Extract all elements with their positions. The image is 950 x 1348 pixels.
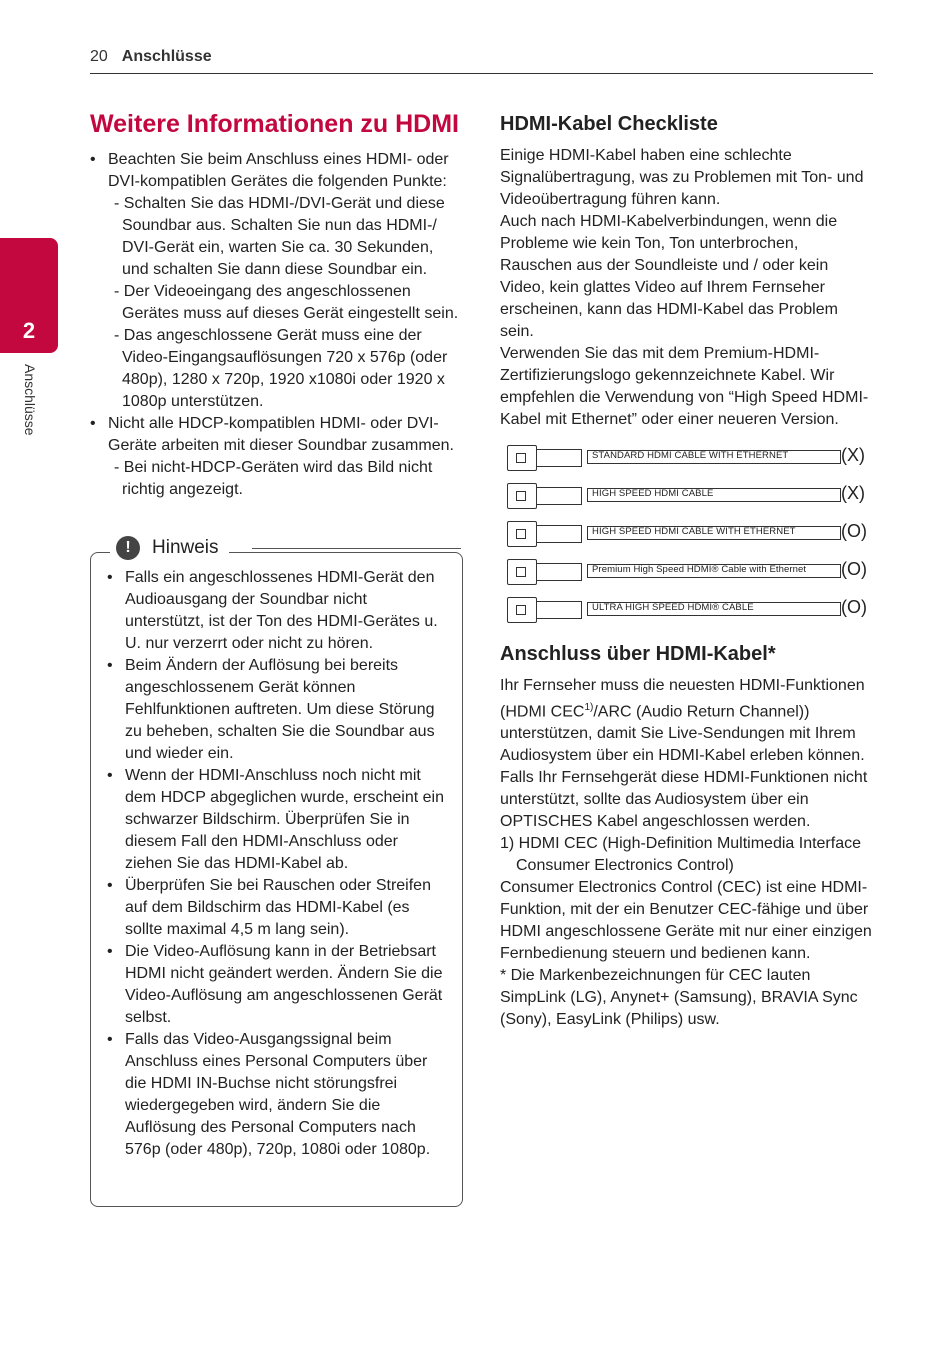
paragraph xyxy=(500,675,872,833)
cable-cord xyxy=(587,526,841,540)
cable-mark: (X) xyxy=(841,445,865,465)
cable-cord xyxy=(587,450,841,464)
paragraph-part: /ARC (Audio Return Channel)) unterstützen, damit Sie Live-Sendungen mit Ihrem Audiosystem über ein HDMI-Kabel erleben können. Falls Ihr Fernsehgerät diese HDMI-Funktionen nicht unterstützt, sollte das Audiosystem über ein OPTISCHES Kabel angeschlossen werden. xyxy=(500,703,868,831)
list-item: • Wenn der HDMI-Anschluss noch nicht mit dem HDCP abgeglichen wurde, erscheint ein schwarzer Bildschirm. Überprüfen Sie in diesem Fall den HDMI-Anschluss oder ziehen Sie das HDMI-Kabel ab. xyxy=(107,765,449,875)
list-item: • Die Video-Auflösung kann in der Betriebsart HDMI nicht geändert werden. Ändern Sie die Video-Auflösung am angeschlossenen Gerät selbst. xyxy=(107,941,449,1029)
cable-row xyxy=(507,482,877,520)
cable-cord xyxy=(587,488,841,502)
footnote-ref: 1) xyxy=(584,702,594,713)
cable-mark: (O) xyxy=(841,521,867,541)
cable-label: Premium High Speed HDMI® Cable with Ethernet xyxy=(592,564,807,575)
list-item: • Nicht alle HDCP-kompatiblen HDMI- oder DVI-Geräte arbeiten mit dieser Soundbar zusammen. xyxy=(90,413,462,457)
list-subitem: - Schalten Sie das HDMI-/DVI-Gerät und diese Soundbar aus. Schalten Sie nun das HDMI-/ DVI-Gerät ein, warten Sie ca. 30 Sekunden, und schalten Sie dann diese Soundbar ein. xyxy=(114,195,445,278)
paragraph: Einige HDMI-Kabel haben eine schlechte Signalübertragung, was zu Problemen mit Ton- und Videoübertragung führen kann. xyxy=(500,147,864,208)
hdmi-plug-icon xyxy=(507,521,583,547)
section-title: Weitere Informationen zu HDMI xyxy=(90,110,460,138)
list-item: • Überprüfen Sie bei Rauschen oder Streifen auf dem Bildschirm das HDMI-Kabel (es sollte maximal 4,5 m lang sein). xyxy=(107,875,449,941)
paragraph-part: Ihr Fernseher muss die neuesten HDMI-Funktionen (HDMI CEC xyxy=(500,677,865,721)
cable-row xyxy=(507,444,877,482)
cable-label: HIGH SPEED HDMI CABLE WITH ETHERNET xyxy=(592,526,796,537)
page-number: 20 xyxy=(90,48,108,65)
chapter-label: Anschlüsse xyxy=(22,364,38,436)
cable-mark: (O) xyxy=(841,597,867,617)
cable-label: HIGH SPEED HDMI CABLE xyxy=(592,488,714,499)
list-item: • Falls ein angeschlossenes HDMI-Gerät den Audioausgang der Soundbar nicht unterstützt, ist der Ton des HDMI-Gerätes u. U. nur verzerrt oder nicht zu hören. xyxy=(107,567,449,655)
connection-title: Anschluss über HDMI-Kabel* xyxy=(500,643,776,665)
exclamation-icon: ! xyxy=(116,536,140,560)
checklist-title: HDMI-Kabel Checkliste xyxy=(500,113,718,135)
cable-label: STANDARD HDMI CABLE WITH ETHERNET xyxy=(592,450,789,461)
list-subitem: - Bei nicht-HDCP-Geräten wird das Bild nicht richtig angezeigt. xyxy=(114,459,433,498)
left-column xyxy=(90,149,462,501)
cable-row xyxy=(507,596,877,634)
list-subitem: - Der Videoeingang des angeschlossenen Gerätes muss auf dieses Gerät eingestellt sein. xyxy=(114,283,459,322)
hdmi-plug-icon xyxy=(507,445,583,471)
list-item: • Beachten Sie beim Anschluss eines HDMI- oder DVI-kompatiblen Gerätes die folgenden Punkte: xyxy=(90,149,462,193)
paragraph: Verwenden Sie das mit dem Premium-HDMI-Zertifizierungslogo gekennzeichnete Kabel. Wir empfehlen die Verwendung von “High Speed HDMI-Kabel mit Ethernet” oder einer neueren Version. xyxy=(500,345,869,428)
hdmi-plug-icon xyxy=(507,559,583,585)
hdmi-plug-icon xyxy=(507,483,583,509)
chapter-number: 2 xyxy=(22,318,36,343)
cable-cord xyxy=(587,602,841,616)
hdmi-plug-icon xyxy=(507,597,583,623)
paragraph: Auch nach HDMI-Kabelverbindungen, wenn die Probleme wie kein Ton, Ton unterbrochen, Rauschen aus der Soundleiste und / oder kein Video, kein glattes Video auf Ihrem Fernseher erscheinen, kann das HDMI-Kabel das Problem sein. xyxy=(500,213,838,340)
cable-checklist xyxy=(507,444,877,634)
paragraph: * Die Markenbezeichnungen für CEC lauten SimpLink (LG), Anynet+ (Samsung), BRAVIA Sync (Sony), EasyLink (Philips) usw. xyxy=(500,967,858,1029)
list-item: • Beim Ändern der Auflösung bei bereits angeschlossenem Gerät können Fehlfunktionen auftreten. Um diese Störung zu beheben, schalten Sie die Soundbar aus und wieder ein. xyxy=(107,655,449,765)
cable-mark: (X) xyxy=(841,483,865,503)
cable-mark: (O) xyxy=(841,559,867,579)
note-title: Hinweis xyxy=(152,537,219,558)
list-item: • Falls das Video-Ausgangssignal beim Anschluss eines Personal Computers über die HDMI IN-Buchse nicht störungsfrei wiedergegeben wird, ändern Sie die Auflösung des Personal Computers nach 576p (oder 480p), 720p, 1080i oder 1080p. xyxy=(107,1029,449,1161)
cable-label: ULTRA HIGH SPEED HDMI® CABLE xyxy=(592,602,754,613)
cable-row xyxy=(507,558,877,596)
header-divider xyxy=(90,73,873,74)
footnote: 1) HDMI CEC (High-Definition Multimedia Interface Consumer Electronics Control) xyxy=(500,835,861,875)
cable-row xyxy=(507,520,877,558)
paragraph: Consumer Electronics Control (CEC) ist eine HDMI-Funktion, mit der ein Benutzer CEC-fähige und über HDMI angeschlossene Geräte mit nur einer einzigen Fernbedienung steuern und bedienen kann. xyxy=(500,879,872,963)
note-header xyxy=(110,535,229,561)
list-subitem: - Das angeschlossene Gerät muss eine der Video-Eingangsauflösungen 720 x 576p (oder 480p), 1280 x 720p, 1920 x1080i oder 1920 x 1080p unterstützen. xyxy=(114,327,448,410)
connection-text xyxy=(500,675,872,1031)
page-header xyxy=(90,48,212,66)
header-title: Anschlüsse xyxy=(121,48,212,65)
cable-cord xyxy=(587,564,841,578)
checklist-text xyxy=(500,145,872,431)
note-list xyxy=(107,567,449,1161)
note-divider xyxy=(252,548,461,549)
